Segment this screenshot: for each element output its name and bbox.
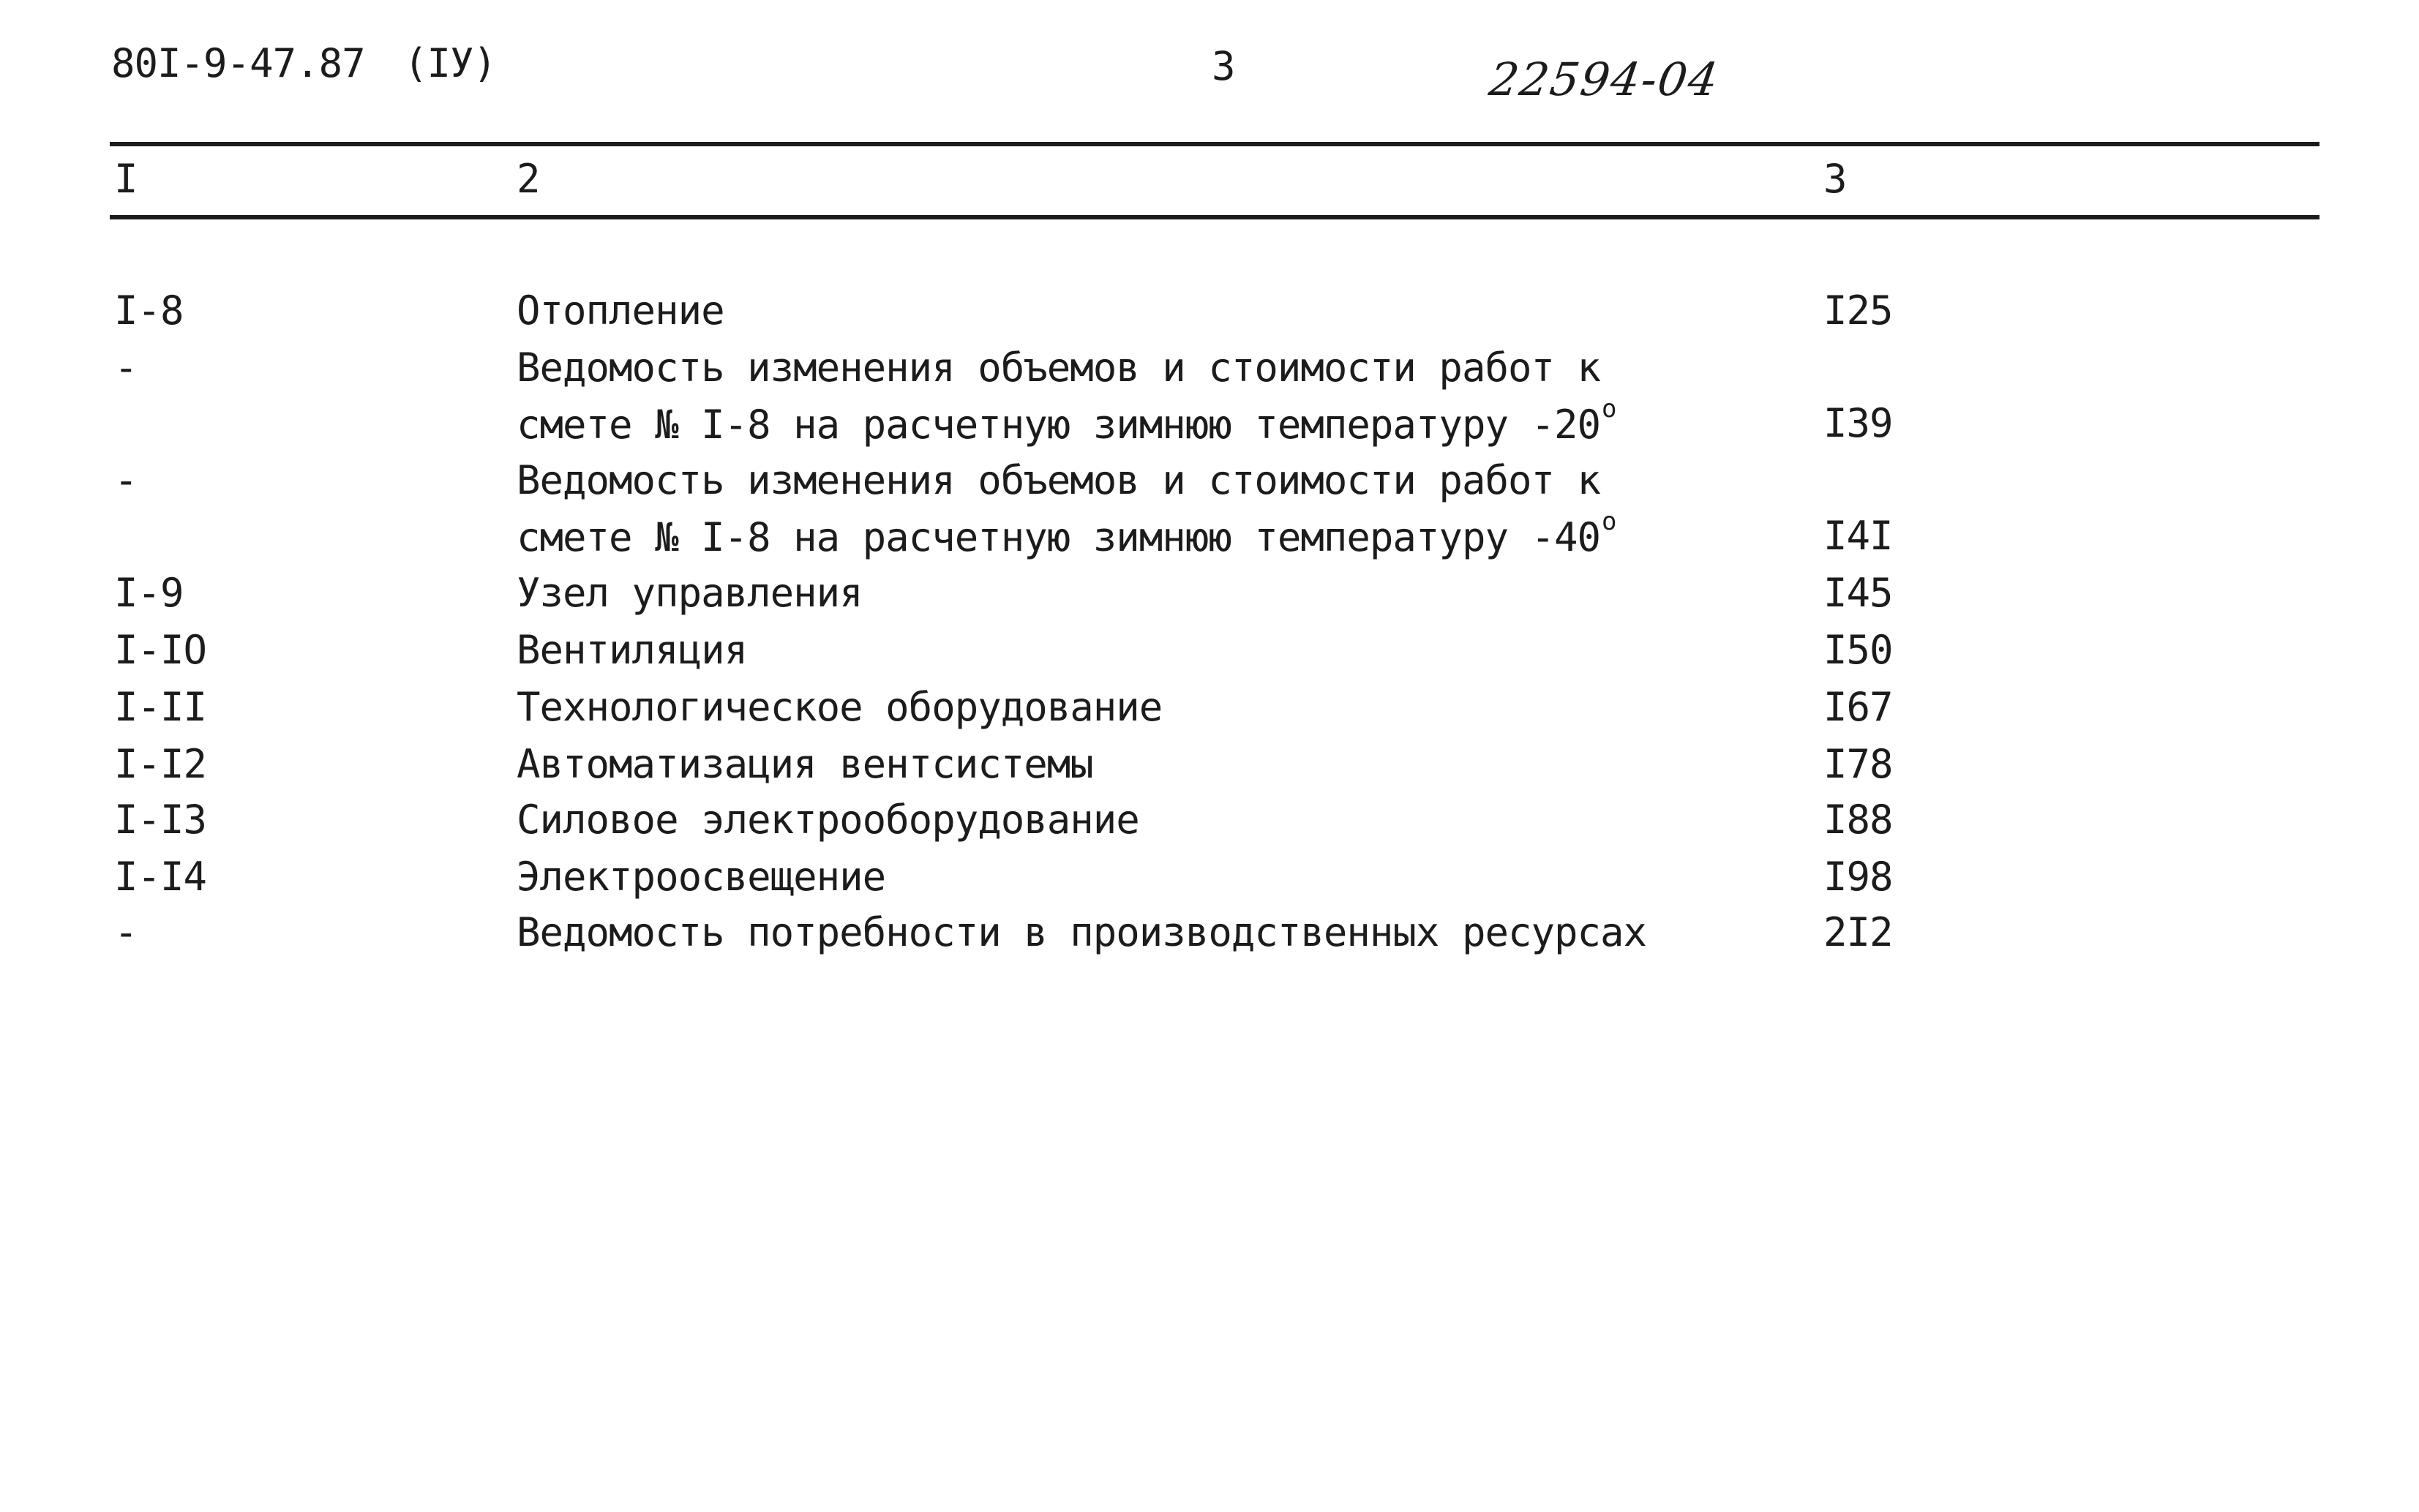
row-title-text: смете № I-8 на расчетную зимнюю температуру -20 — [517, 402, 1601, 448]
document-code: 80I-9-47.87 — [111, 40, 365, 86]
row-title-line-2 — [517, 507, 1616, 560]
row-page: I39 — [1823, 400, 1893, 446]
row-title-line-1: Ведомость изменения объемов и стоимости работ к — [517, 345, 1601, 391]
row-page: I88 — [1823, 797, 1893, 843]
column-header-1: I — [114, 156, 138, 202]
handwritten-inventory-number: 22594-04 — [1485, 53, 1723, 106]
row-number: I-IO — [114, 627, 207, 673]
degree-mark: o — [1602, 507, 1616, 536]
row-title: Ведомость потребности в производственных ресурсах — [517, 909, 1647, 955]
row-page: I4I — [1823, 513, 1893, 559]
row-title-text: смете № I-8 на расчетную зимнюю температуру -40 — [517, 514, 1601, 560]
column-header-2: 2 — [517, 156, 540, 202]
row-number: I-8 — [114, 287, 184, 334]
row-title: Вентиляция — [517, 627, 748, 673]
row-title: Силовое электрооборудование — [517, 797, 1139, 843]
row-page: I50 — [1823, 627, 1893, 673]
row-number: - — [114, 457, 138, 503]
row-page: I67 — [1823, 684, 1893, 730]
document-part: (IУ) — [404, 40, 497, 86]
row-number: I-9 — [114, 570, 184, 616]
table-top-rule — [110, 142, 2319, 146]
page-number: 3 — [1212, 43, 1235, 89]
row-number: I-I4 — [114, 854, 207, 900]
table-header-rule — [110, 215, 2319, 219]
row-title: Электроосвещение — [517, 854, 886, 900]
column-header-3: 3 — [1823, 156, 1847, 202]
row-page: I78 — [1823, 741, 1893, 787]
row-number: - — [114, 909, 138, 955]
row-title: Отопление — [517, 287, 724, 334]
row-title: Технологическое оборудование — [517, 684, 1163, 730]
row-title: Узел управления — [517, 570, 863, 616]
row-page: 2I2 — [1823, 909, 1893, 955]
row-title-line-2 — [517, 394, 1616, 448]
row-number: - — [114, 345, 138, 391]
row-number: I-II — [114, 684, 207, 730]
row-number: I-I2 — [114, 741, 207, 787]
degree-mark: o — [1602, 394, 1616, 424]
row-title: Автоматизация вентсистемы — [517, 741, 1093, 787]
row-page: I98 — [1823, 854, 1893, 900]
row-page: I25 — [1823, 287, 1893, 334]
row-page: I45 — [1823, 570, 1893, 616]
row-number: I-I3 — [114, 797, 207, 843]
row-title-line-1: Ведомость изменения объемов и стоимости работ к — [517, 457, 1601, 503]
